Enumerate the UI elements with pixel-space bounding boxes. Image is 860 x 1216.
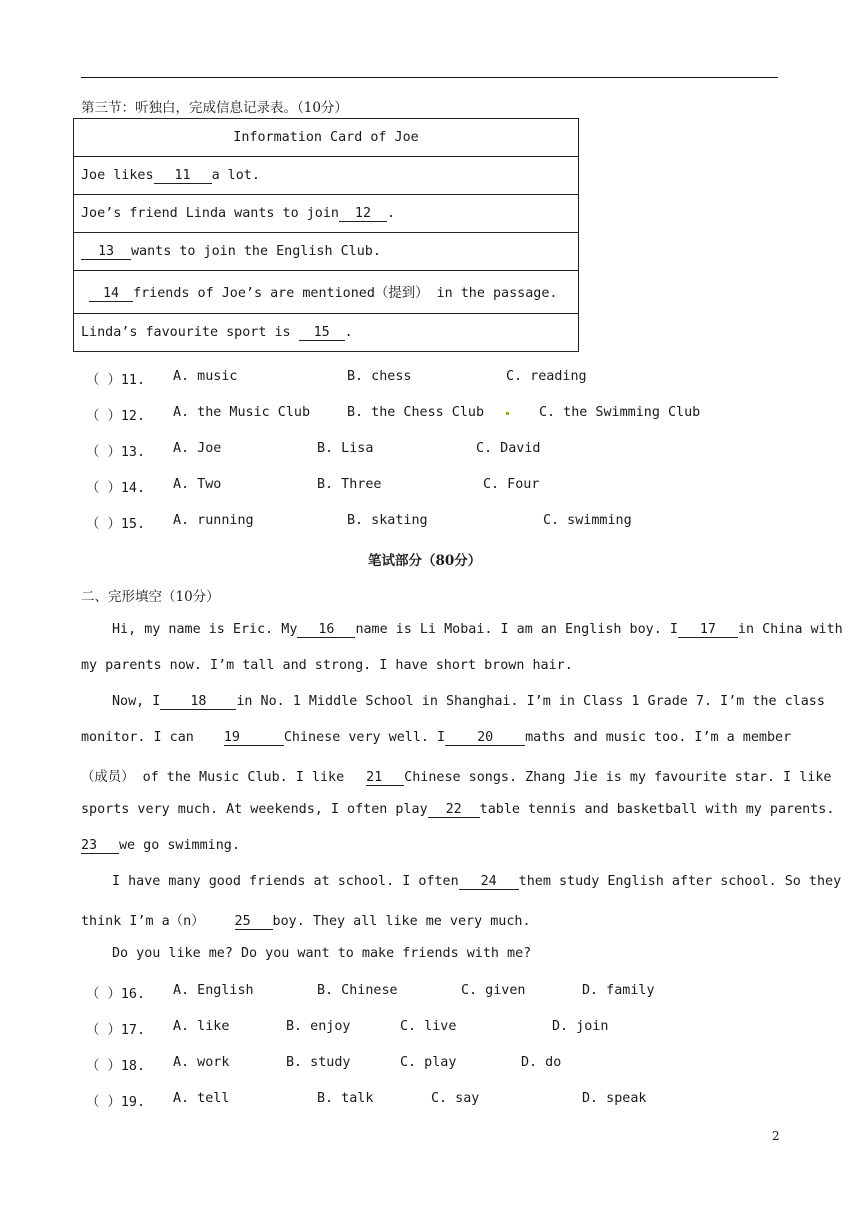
green-dot-mark (506, 412, 509, 415)
card-row-13: 13 wants to join the English Club. (74, 233, 579, 271)
passage-line-10: Do you like me? Do you want to make friends with me? (112, 946, 532, 961)
card-row-12: Joe’s friend Linda wants to join 12 . (74, 195, 579, 233)
passage-line-4: monitor. I can 19 Chinese very well. I 20 maths and music too. I’m a member (81, 730, 792, 745)
page-number: 2 (772, 1129, 780, 1143)
card-row-14: 14 friends of Joe’s are mentioned（提到） in the passage. (74, 271, 579, 314)
written-part-heading: 笔试部分（80分） (368, 553, 482, 569)
passage-line-8: I have many good friends at school. I often 24 them study English after school. So they (112, 874, 842, 889)
cloze-heading: 二、完形填空（10分） (81, 589, 220, 605)
card-row-15: Linda’s favourite sport is 15 . (74, 314, 579, 352)
passage-line-2: my parents now. I’m tall and strong. I have short brown hair. (81, 658, 573, 673)
passage-line-1: Hi, my name is Eric. My 16 name is Li Mobai. I am an English boy. I 17 in China with (112, 622, 843, 637)
information-card (73, 118, 579, 352)
passage-line-6: sports very much. At weekends, I often play 22 table tennis and basketball with my parents. (81, 802, 835, 817)
passage-line-7: 23 we go swimming. (81, 838, 240, 853)
passage-line-9: think I’m a（n） 25 boy. They all like me very much. (81, 914, 531, 929)
card-title: Information Card of Joe (74, 119, 579, 157)
card-row-11: Joe likes 11 a lot. (74, 157, 579, 195)
passage-line-3: Now, I 18 in No. 1 Middle School in Shanghai. I’m in Class 1 Grade 7. I’m the class (112, 694, 825, 709)
section-3-heading: 第三节：听独白，完成信息记录表。（10分） (81, 100, 348, 116)
passage-line-5: （成员） of the Music Club. I like 21 Chinese songs. Zhang Jie is my favourite star. I like (81, 770, 832, 785)
header-rule (81, 77, 778, 78)
